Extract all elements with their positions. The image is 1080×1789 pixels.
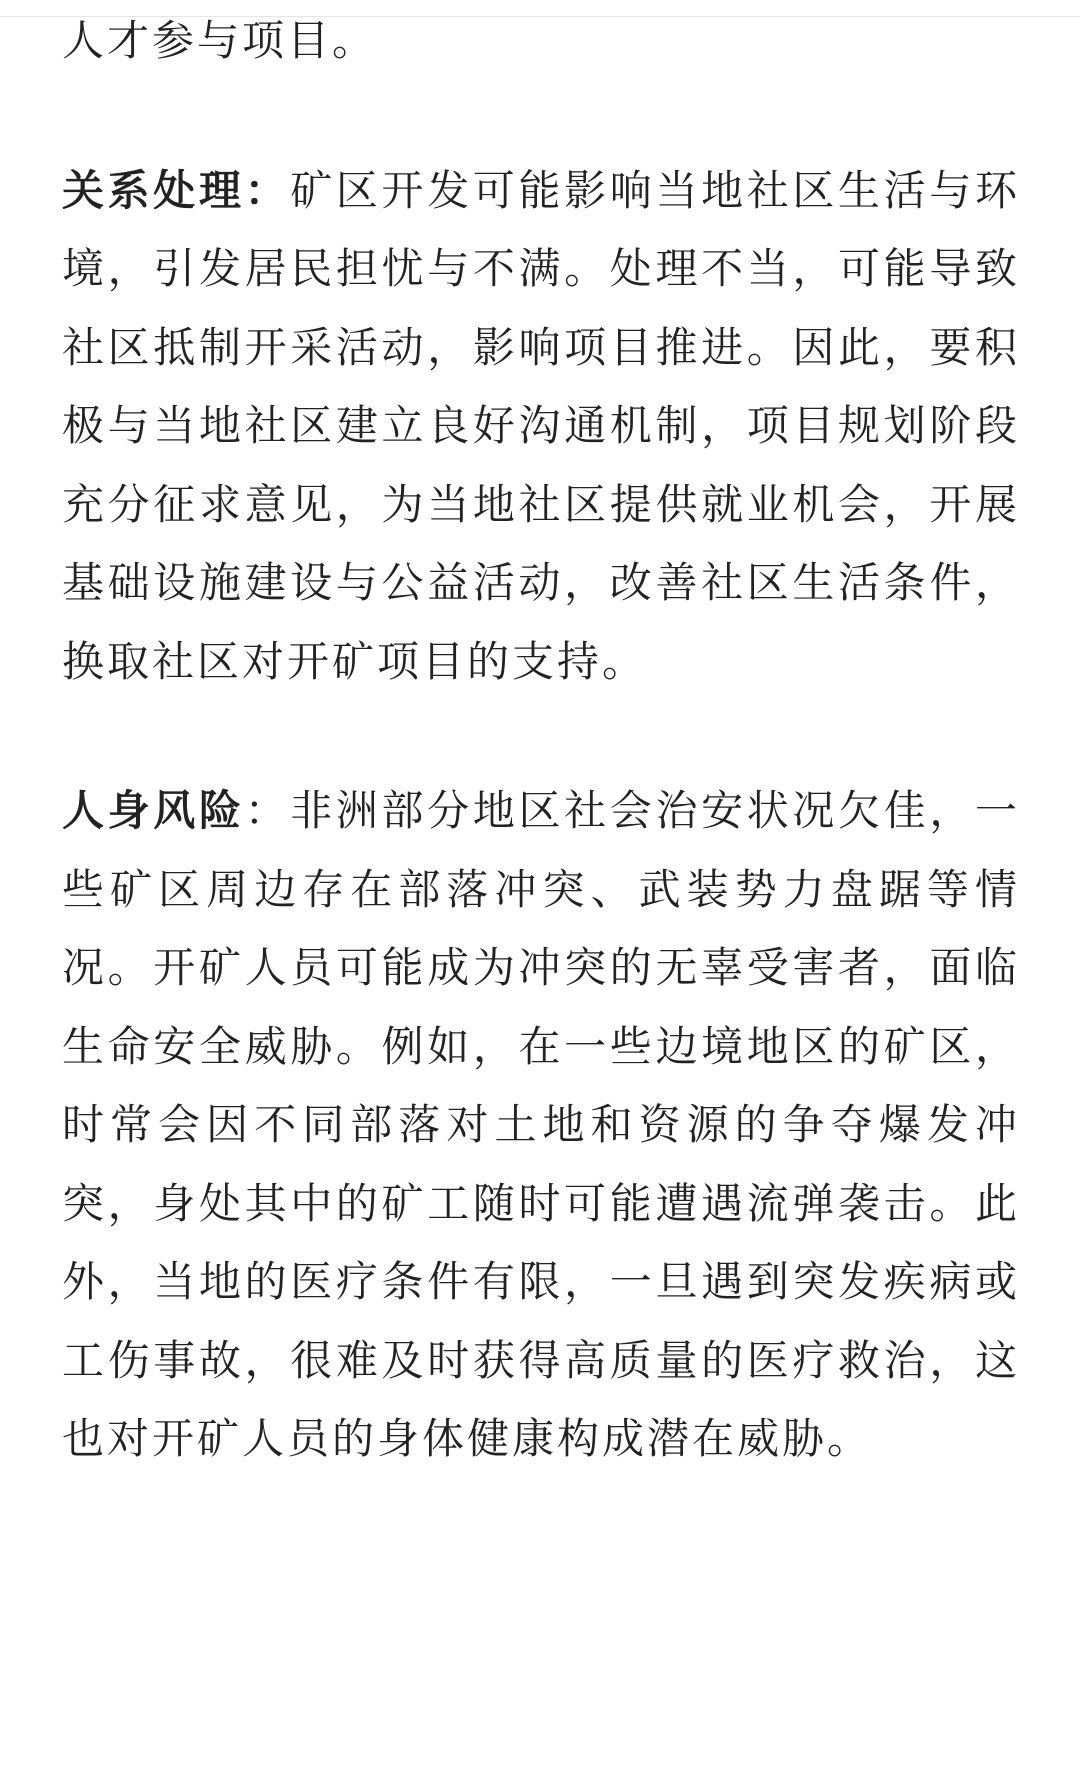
paragraph-text: 矿区开发可能影响当地社区生活与环境，引发居民担忧与不满。处理不当，可能导致社区抵制开采活动，影响项目推进。因此，要积极与当地社区建立良好沟通机制，项目规划阶段充分征求意见，为当地社区提供就业机会，开展基础设施建设与公益活动，改善社区生活条件，换取社区对开矿项目的支持。	[62, 165, 1020, 686]
article-body	[62, 0, 1020, 1479]
paragraph-label: 关系处理：	[62, 165, 291, 215]
paragraph-intro-tail	[62, 2, 1020, 81]
paragraph-personal-risk	[62, 772, 1020, 1479]
paragraph-label: 人身风险	[62, 786, 245, 835]
paragraph-relationship-handling	[62, 152, 1020, 702]
paragraph-text: 人才参与项目。	[62, 16, 378, 65]
paragraph-text: ：非洲部分地区社会治安状况欠佳，一些矿区周边存在部落冲突、武装势力盘踞等情况。开矿人员可能成为冲突的无辜受害者，面临生命安全威胁。例如，在一些边境地区的矿区，时常会因不同部落对土地和资源的争夺爆发冲突，身处其中的矿工随时可能遭遇流弹袭击。此外，当地的医疗条件有限，一旦遇到突发疾病或工伤事故，很难及时获得高质量的医疗救治，这也对开矿人员的身体健康构成潜在威胁。	[62, 786, 1020, 1463]
